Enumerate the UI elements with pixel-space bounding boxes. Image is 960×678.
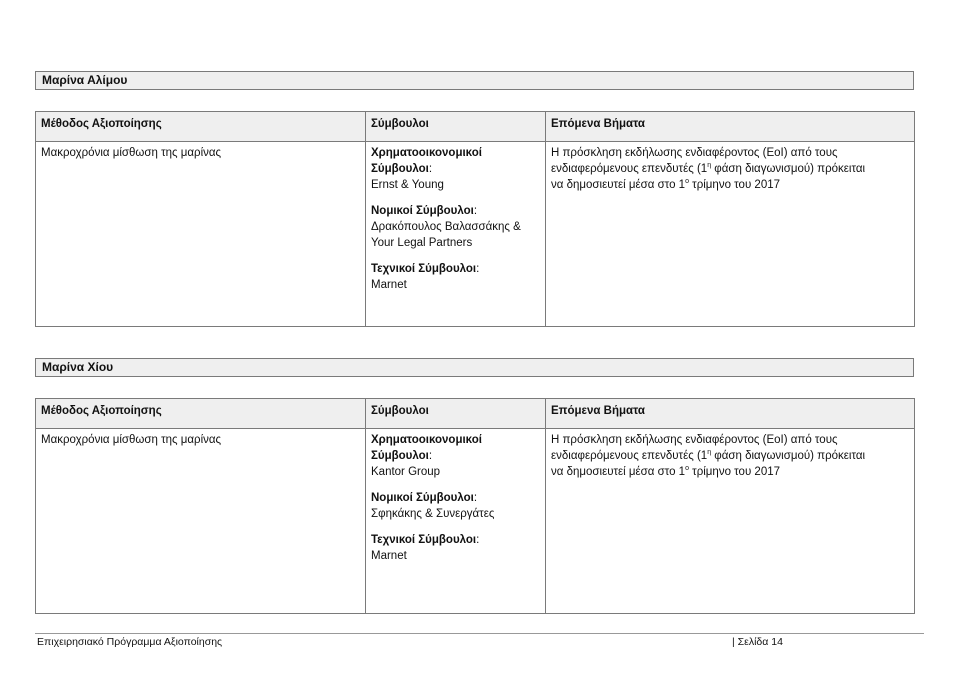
footer-page-number: | Σελίδα 14: [732, 636, 783, 648]
next-steps-line3: να δημοσιευτεί μέσα στο $1^o$ τρίμηνο του 2017: [551, 465, 781, 478]
next-steps-line3: να δημοσιευτεί μέσα στο $1^o$ τρίμηνο του 2017: [551, 178, 781, 191]
legal-label: Νομικοί Σύμβουλοι: [371, 205, 474, 217]
technical-advisors: Τεχνικοί Σύμβουλοι: Marnet: [371, 261, 540, 293]
financial-value: Ernst & Young: [371, 179, 444, 191]
legal-advisors: Νομικοί Σύμβουλοι: Σφηκάκης & Συνεργάτες: [371, 490, 540, 522]
section-title-alimos: Μαρίνα Αλίμου: [35, 71, 914, 90]
table-row: [36, 429, 915, 614]
next-steps-line1: Η πρόσκληση εκδήλωσης ενδιαφέροντος (EoI) από τους: [551, 434, 838, 446]
technical-label: Τεχνικοί Σύμβουλοι: [371, 534, 477, 546]
next-steps-cell: [546, 142, 915, 327]
footer-document-title: Επιχειρησιακό Πρόγραμμα Αξιοποίησης: [37, 636, 223, 648]
next-steps-line2: ενδιαφερόμενους επενδυτές ($1^\eta$ φάση διαγωνισμού) πρόκειται: [551, 162, 866, 175]
table-chios: [35, 398, 915, 614]
technical-value: Marnet: [371, 279, 407, 291]
method-cell: Μακροχρόνια μίσθωση της μαρίνας: [36, 429, 366, 614]
header-next-steps: Επόμενα Βήματα: [546, 399, 915, 429]
header-advisors: Σύμβουλοι: [366, 112, 546, 142]
next-steps-line1: Η πρόσκληση εκδήλωσης ενδιαφέροντος (EoI) από τους: [551, 147, 838, 159]
technical-advisors: Τεχνικοί Σύμβουλοι: Marnet: [371, 532, 540, 564]
legal-value-1: Δρακόπουλος Βαλασσάκης &: [371, 221, 521, 233]
financial-label-2: Σύμβουλοι: [371, 450, 429, 462]
financial-advisors: Χρηματοοικονομικοί Σύμβουλοι: Kantor Group: [371, 432, 540, 480]
header-method: Μέθοδος Αξιοποίησης: [36, 112, 366, 142]
header-advisors: Σύμβουλοι: [366, 399, 546, 429]
footer-divider: [35, 633, 924, 634]
financial-advisors: Χρηματοοικονομικοί Σύμβουλοι: Ernst & Young: [371, 145, 540, 193]
table-row: [36, 142, 915, 327]
table-header-row: [36, 399, 915, 429]
financial-label: Χρηματοοικονομικοί: [371, 147, 482, 159]
legal-label: Νομικοί Σύμβουλοι: [371, 492, 474, 504]
technical-label: Τεχνικοί Σύμβουλοι: [371, 263, 477, 275]
header-next-steps: Επόμενα Βήματα: [546, 112, 915, 142]
legal-advisors: Νομικοί Σύμβουλοι: Δρακόπουλος Βαλασσάκης & Your Legal Partners: [371, 203, 540, 251]
legal-value-2: Your Legal Partners: [371, 237, 473, 249]
header-method: Μέθοδος Αξιοποίησης: [36, 399, 366, 429]
table-alimos: [35, 111, 915, 327]
financial-label: Χρηματοοικονομικοί: [371, 434, 482, 446]
table-header-row: [36, 112, 915, 142]
section-title-chios: Μαρίνα Χίου: [35, 358, 914, 377]
financial-value: Kantor Group: [371, 466, 441, 478]
advisors-cell: [366, 142, 546, 327]
next-steps-cell: [546, 429, 915, 614]
legal-value-1: Σφηκάκης & Συνεργάτες: [371, 508, 495, 520]
financial-label-2: Σύμβουλοι: [371, 163, 429, 175]
method-cell: Μακροχρόνια μίσθωση της μαρίνας: [36, 142, 366, 327]
technical-value: Marnet: [371, 550, 407, 562]
next-steps-line2: ενδιαφερόμενους επενδυτές ($1^\eta$ φάση διαγωνισμού) πρόκειται: [551, 449, 866, 462]
advisors-cell: [366, 429, 546, 614]
